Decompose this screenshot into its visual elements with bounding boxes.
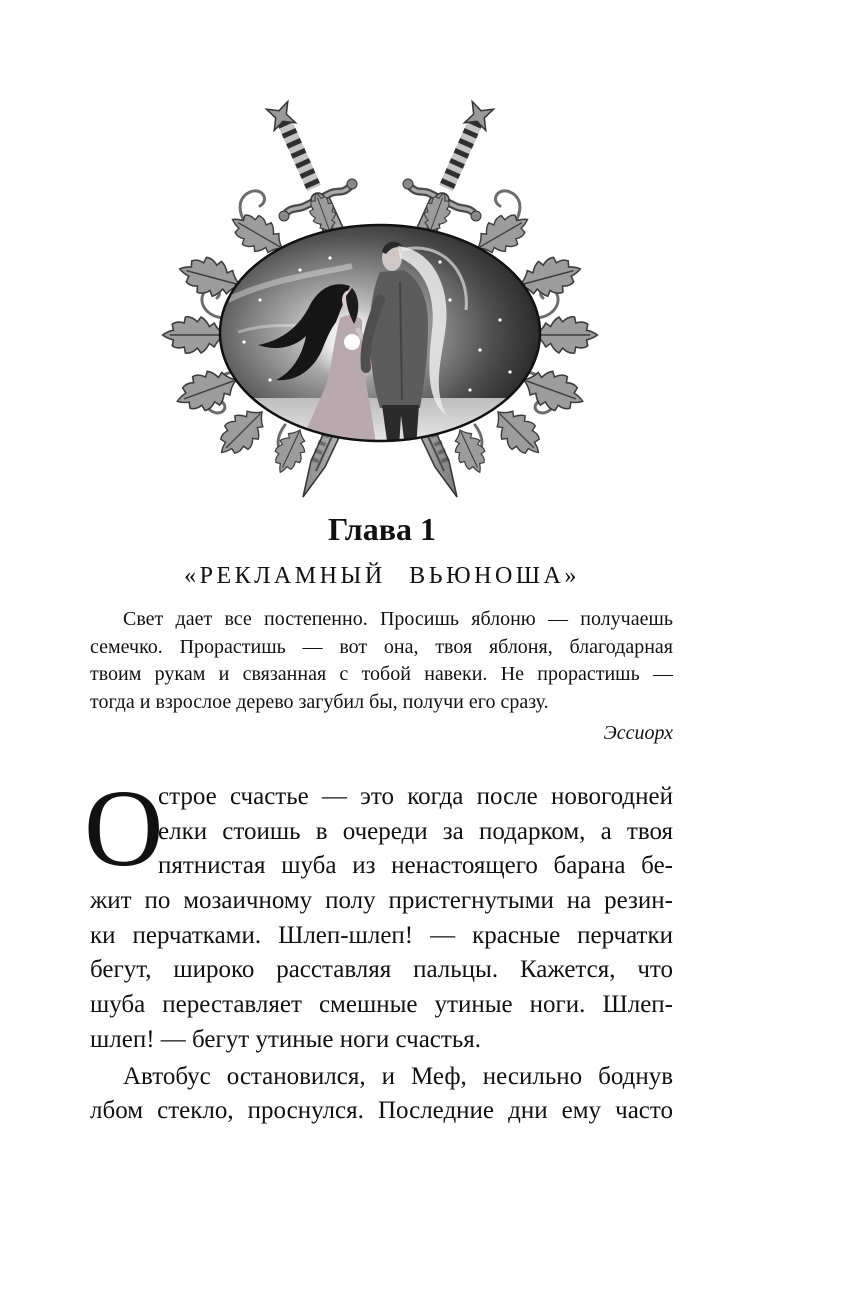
epigraph-author: Эссиорх	[603, 722, 673, 744]
snowflake	[438, 260, 441, 263]
chapter-subtitle: «РЕКЛАМНЫЙ ВЬЮНОША»	[184, 563, 580, 589]
glowing-light	[344, 334, 360, 350]
text-line: Автобус остановился, и Меф, несильно боднув	[123, 1063, 673, 1090]
snowflake	[258, 298, 261, 301]
snowflake	[498, 318, 501, 321]
text-line: бегут, широко расставляя пальцы. Кажется, что	[90, 956, 673, 983]
epigraph-line: твоим рукам и связанная с тобой навеки. Не прорастишь —	[90, 663, 673, 685]
man-coat	[369, 270, 428, 408]
drop-cap: О	[84, 767, 164, 889]
holly-leaf	[535, 317, 597, 353]
snowflake	[478, 348, 481, 351]
right-sword-guard-knob	[471, 211, 481, 221]
snowflake	[268, 378, 271, 381]
left-sword-guard-knob	[347, 179, 357, 189]
snowflake	[328, 256, 331, 259]
right-sword-guard-knob	[403, 179, 413, 189]
epigraph-line: Свет дает все постепенно. Просишь яблоню — получаешь	[123, 608, 673, 630]
chapter-illustration	[0, 0, 845, 520]
vignette-scene	[218, 225, 542, 448]
text-line: шлеп! — бегут утиные ноги счастья.	[90, 1026, 481, 1053]
holly-leaf	[268, 424, 313, 478]
left-sword-guard-knob	[279, 211, 289, 221]
snowflake	[242, 340, 245, 343]
chapter-title: Глава 1	[328, 511, 436, 547]
snowflake	[468, 388, 471, 391]
holly-leaf	[486, 400, 550, 464]
holly-leaf	[448, 424, 493, 478]
snowflake	[508, 370, 511, 373]
epigraph-line: семечко. Прорастишь — вот она, твоя яблоня, благодарная	[90, 636, 673, 658]
holly-leaf	[163, 317, 225, 353]
text-line: пятнистая шуба из ненастоящего барана бе-	[158, 852, 673, 879]
text-line: шуба переставляет смешные утиные ноги. Шлеп-	[90, 991, 673, 1018]
text-line: елки стоишь в очереди за подарком, а твоя	[158, 818, 673, 845]
snowflake	[298, 268, 301, 271]
text-line: строе счастье — это когда после новогодней	[158, 783, 673, 810]
epigraph-line: тогда и взрослое дерево загубил бы, получи его сразу.	[90, 691, 549, 713]
text-line: лбом стекло, проснулся. Последние дни ему часто	[90, 1097, 673, 1124]
holly-leaf	[210, 400, 274, 464]
text-line: жит по мозаичному полу пристегнутыми на резин-	[90, 887, 673, 914]
text-line: ки перчатками. Шлеп-шлеп! — красные перчатки	[90, 922, 673, 949]
snowflake	[448, 298, 451, 301]
